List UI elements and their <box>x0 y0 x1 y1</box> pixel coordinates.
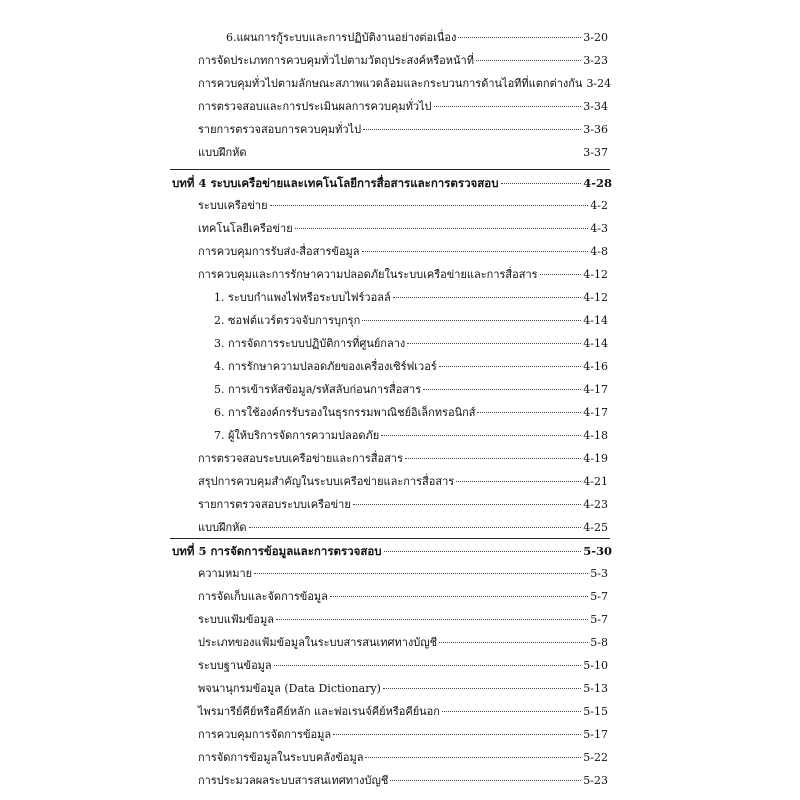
dot-leader <box>477 412 581 413</box>
toc-entry-page: 4-25 <box>583 521 608 534</box>
toc-entry-page: 5-17 <box>583 728 608 741</box>
toc-entry <box>198 452 608 466</box>
toc-subentry <box>214 429 608 443</box>
toc-entry-page: 4-14 <box>583 314 608 327</box>
toc-entry-page: 5-22 <box>583 751 608 764</box>
toc-entry-title: 5. การเข้ารหัสข้อมูล/รหัสลับก่อนการสื่อสาร <box>214 383 422 396</box>
toc-entry-title: รายการตรวจสอบระบบเครือข่าย <box>198 498 351 511</box>
toc-entry-title: 7. ผู้ให้บริการจัดการความปลอดภัย <box>214 429 380 442</box>
toc-entry-page: 5-15 <box>583 705 608 718</box>
dot-leader <box>439 366 582 367</box>
toc-entry <box>198 54 608 68</box>
toc-entry-page: 4-8 <box>590 245 608 258</box>
toc-entry-title: 3. การจัดการระบบปฏิบัติการที่ศูนย์กลาง <box>214 337 406 350</box>
dot-leader <box>423 389 581 390</box>
toc-entry <box>198 222 608 236</box>
toc-entry <box>198 245 608 259</box>
toc-entry-page: 5-7 <box>590 613 608 626</box>
toc-subentry <box>214 314 608 328</box>
toc-entry-page: 3-24 <box>586 77 612 90</box>
dot-leader <box>458 37 581 38</box>
toc-entry-page: 5-7 <box>590 590 608 603</box>
toc-entry-title: ประเภทของแฟ้มข้อมูลในระบบสารสนเทศทางบัญชี <box>198 636 438 649</box>
toc-entry-title: เทคโนโลยีเครือข่าย <box>198 222 293 235</box>
dot-leader <box>295 228 589 229</box>
toc-entry-title: การตรวจสอบระบบเครือข่ายและการสื่อสาร <box>198 452 403 465</box>
toc-entry <box>198 475 608 489</box>
toc-entry-title: การประมวลผลระบบสารสนเทศทางบัญชี <box>198 774 389 787</box>
toc-entry-page: 4-17 <box>583 406 608 419</box>
dot-leader <box>384 551 582 552</box>
dot-leader <box>381 435 581 436</box>
dot-leader <box>405 458 581 459</box>
toc-entry-page: 3-23 <box>583 54 608 67</box>
toc-entry-page: 4-14 <box>583 337 608 350</box>
toc-entry-title: 6. การใช้องค์กรรับรองในธุรกรรมพาณิชย์อิเล็กทรอนิกส์ <box>214 406 476 419</box>
dot-leader <box>365 757 581 758</box>
toc-entry-page: 4-21 <box>583 475 608 488</box>
toc-subentry <box>214 383 608 397</box>
toc-entry-page: 4-2 <box>590 199 608 212</box>
toc-entry-title: การจัดประเภทการควบคุมทั่วไปตามวัตถุประสงค์หรือหน้าที่ <box>198 54 474 67</box>
toc-entry-title: ระบบเครือข่าย <box>198 199 268 212</box>
toc-entry <box>198 567 608 581</box>
toc-entry <box>198 705 608 719</box>
dot-leader <box>274 665 582 666</box>
toc-entry-title: แบบฝึกหัด <box>198 521 247 534</box>
dot-leader <box>476 60 581 61</box>
dot-leader <box>254 573 588 574</box>
dot-leader <box>353 504 581 505</box>
dot-leader <box>363 129 581 130</box>
toc-entry-page: 4-17 <box>583 383 608 396</box>
toc-entry <box>198 774 608 788</box>
toc-entry-title: ไพรมารีย์คีย์หรือคีย์หลัก และฟอเรนจ์คีย์หรือคีย์นอก <box>198 705 440 718</box>
toc-subentry <box>214 337 608 351</box>
toc-entry <box>198 636 608 650</box>
toc-entry-page: 4-3 <box>590 222 608 235</box>
toc-entry-page: 3-37 <box>583 146 608 159</box>
toc-entry <box>198 100 608 114</box>
toc-entry-title: 1. ระบบกำแพงไฟหรือระบบไฟร์วอลล์ <box>214 291 391 304</box>
toc-entry-title: แบบฝึกหัด <box>198 146 247 159</box>
section-divider <box>170 538 610 539</box>
dot-leader <box>333 734 581 735</box>
dot-leader <box>540 274 582 275</box>
toc-entry-page: 4-18 <box>583 429 608 442</box>
toc-entry-title: พจนานุกรมข้อมูล (Data Dictionary) <box>198 682 381 695</box>
toc-entry-title: ระบบฐานข้อมูล <box>198 659 272 672</box>
toc-entry-page: 4-19 <box>583 452 608 465</box>
toc-entry <box>198 590 608 604</box>
dot-leader <box>393 297 582 298</box>
toc-entry-page: 4-16 <box>583 360 608 373</box>
toc-entry-title: ความหมาย <box>198 567 253 580</box>
toc-entry <box>198 521 608 535</box>
toc-chapter-heading <box>172 544 612 558</box>
toc-subentry <box>214 406 608 420</box>
dot-leader <box>362 251 589 252</box>
toc-entry <box>198 682 608 696</box>
toc-entry-page: 5-3 <box>590 567 608 580</box>
toc-entry <box>198 268 608 282</box>
dot-leader <box>270 205 589 206</box>
dot-leader <box>276 619 588 620</box>
dot-leader <box>456 481 581 482</box>
toc-entry-page: 5-10 <box>583 659 608 672</box>
toc-chapter-heading <box>172 176 612 190</box>
toc-entry <box>226 31 608 45</box>
dot-leader <box>407 343 581 344</box>
toc-entry-title: รายการตรวจสอบการควบคุมทั่วไป <box>198 123 362 136</box>
toc-subentry <box>214 291 608 305</box>
toc-entry-title: การควบคุมการรับส่ง-สื่อสารข้อมูล <box>198 245 360 258</box>
toc-entry-title: การจัดเก็บและจัดการข้อมูล <box>198 590 328 603</box>
dot-leader <box>362 320 581 321</box>
toc-entry-title: บทที่ 5 การจัดการข้อมูลและการตรวจสอบ <box>172 544 382 558</box>
toc-entry-title: การควบคุมและการรักษาความปลอดภัยในระบบเครือข่ายและการสื่อสาร <box>198 268 538 281</box>
dot-leader <box>249 527 582 528</box>
toc-entry-title: บทที่ 4 ระบบเครือข่ายและเทคโนโลยีการสื่อสารและการตรวจสอบ <box>172 176 499 190</box>
toc-entry <box>198 498 608 512</box>
toc-entry-title: การจัดการข้อมูลในระบบคลังข้อมูล <box>198 751 364 764</box>
toc-entry-page: 5-30 <box>583 544 612 558</box>
toc-entry <box>198 146 608 160</box>
toc-entry <box>198 77 612 91</box>
toc-entry-page: 4-12 <box>583 268 608 281</box>
toc-entry <box>198 199 608 213</box>
toc-entry <box>198 728 608 742</box>
toc-entry-page: 4-23 <box>583 498 608 511</box>
toc-entry-page: 5-8 <box>590 636 608 649</box>
dot-leader <box>501 183 582 184</box>
toc-entry-page: 3-20 <box>583 31 608 44</box>
section-divider <box>170 169 610 170</box>
toc-entry-page: 4-12 <box>583 291 608 304</box>
dot-leader <box>442 711 581 712</box>
toc-entry-title: 2. ซอฟต์แวร์ตรวจจับการบุกรุก <box>214 314 361 327</box>
dot-leader <box>439 642 588 643</box>
dot-leader <box>390 780 581 781</box>
toc-entry-page: 3-34 <box>583 100 608 113</box>
toc-entry-title: 4. การรักษาความปลอดภัยของเครื่องเซิร์ฟเวอร์ <box>214 360 437 373</box>
toc-entry-page: 4-28 <box>583 176 612 190</box>
toc-entry <box>198 123 608 137</box>
toc-entry-title: การควบคุมการจัดการข้อมูล <box>198 728 332 741</box>
toc-entry-title: สรุปการควบคุมสำคัญในระบบเครือข่ายและการสื่อสาร <box>198 475 455 488</box>
toc-entry-title: ระบบแฟ้มข้อมูล <box>198 613 275 626</box>
toc-entry <box>198 659 608 673</box>
toc-entry-page: 5-13 <box>583 682 608 695</box>
toc-subentry <box>214 360 608 374</box>
toc-entry-title: การตรวจสอบและการประเมินผลการควบคุมทั่วไป <box>198 100 432 113</box>
dot-leader <box>434 106 582 107</box>
dot-leader <box>383 688 581 689</box>
toc-entry-title: การควบคุมทั่วไปตามลักษณะสภาพแวดล้อมและกระบวนการด้านไอทีที่แตกต่างกัน <box>198 77 583 90</box>
toc-entry-page: 5-23 <box>583 774 608 787</box>
dot-leader <box>330 596 588 597</box>
toc-entry <box>198 613 608 627</box>
toc-entry-page: 3-36 <box>583 123 608 136</box>
toc-entry <box>198 751 608 765</box>
toc-entry-title: 6.แผนการกู้ระบบและการปฏิบัติงานอย่างต่อเนื่อง <box>226 31 457 44</box>
